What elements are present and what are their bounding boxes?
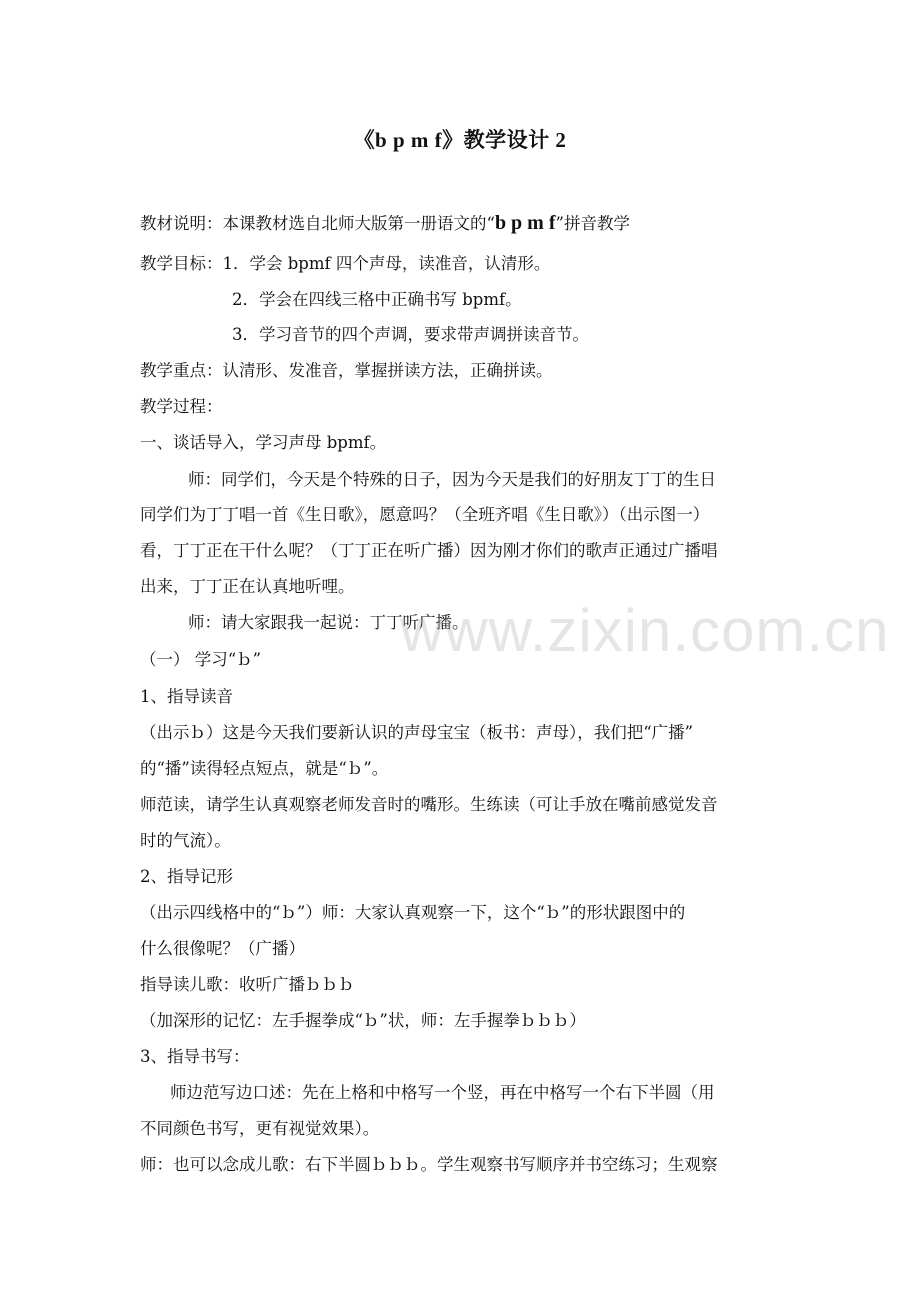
goal-line-2: 2．学会在四线三格中正确书写 bpmf。 (232, 290, 522, 309)
key-points: 教学重点：认清形、发准音，掌握拼读方法，正确拼读。 (140, 361, 553, 380)
material-intro (140, 213, 630, 234)
step3-line-2: 不同颜色书写，更有视觉效果）。 (140, 1119, 380, 1138)
step1-line-1: （出示ｂ）这是今天我们要新认识的声母宝宝（板书：声母），我们把“广播” (140, 723, 694, 742)
step3-line-3: 师：也可以念成儿歌：右下半圆ｂｂｂ。学生观察书写顺序并书空练习；生观察 (140, 1155, 718, 1174)
sub1-heading: （一） 学习“ｂ” (140, 650, 262, 669)
process-heading: 教学过程： (140, 397, 223, 416)
para1-line-2: 同学们为丁丁唱一首《生日歌》，愿意吗？（全班齐唱《生日歌》）（出示图一） (140, 505, 710, 524)
step1-line-4: 时的气流）。 (140, 831, 231, 850)
goal-line-3: 3．学习音节的四个声调，要求带声调拼读音节。 (232, 325, 589, 344)
material-intro-pinyin: b p m f (494, 212, 556, 234)
watermark-text: www.zixin.com.cn (400, 597, 890, 664)
section1-heading: 一、谈话导入，学习声母 bpmf。 (140, 433, 387, 452)
step1-heading: 1、指导读音 (140, 687, 233, 706)
material-intro-open-quote: “ (486, 214, 495, 233)
goal-line-1: 教学目标：1．学会 bpmf 四个声母，读准音，认清形。 (140, 254, 551, 273)
para1-line-3: 看，丁丁正在干什么呢？（丁丁正在听广播）因为刚才你们的歌声正通过广播唱 (140, 541, 718, 560)
para1-line-1: 师：同学们，今天是个特殊的日子，因为今天是我们的好朋友丁丁的生日 (188, 470, 716, 489)
material-intro-prefix: 教材说明：本课教材选自北师大版第一册语文的 (140, 214, 487, 233)
step3-line-1: 师边范写边口述：先在上格和中格写一个竖，再在中格写一个右下半圆（用 (170, 1083, 715, 1102)
step3-heading: 3、指导书写： (140, 1047, 250, 1066)
step2-line-2: 什么很像呢？（广播） (140, 939, 305, 958)
step2-line-1: （出示四线格中的“ｂ”）师：大家认真观察一下，这个“ｂ”的形状跟图中的 (140, 903, 686, 922)
step1-line-3: 师范读，请学生认真观察老师发音时的嘴形。生练读（可让手放在嘴前感觉发音 (140, 795, 718, 814)
step2-heading: 2、指导记形 (140, 867, 233, 886)
para2: 师：请大家跟我一起说：丁丁听广播。 (188, 613, 469, 632)
material-intro-close-quote: ” (555, 214, 564, 233)
step2-line-3: 指导读儿歌：收听广播ｂｂｂ (140, 975, 355, 994)
step2-line-4: （加深形的记忆：左手握拳成“ｂ”状，师：左手握拳ｂｂｂ） (140, 1011, 586, 1030)
step1-line-2: 的“播”读得轻点短点，就是“ｂ”。 (140, 759, 389, 778)
material-intro-suffix: 拼音教学 (563, 214, 630, 233)
para1-line-4: 出来，丁丁正在认真地听哩。 (140, 577, 355, 596)
document-title: 《b p m f》教学设计 2 (353, 128, 567, 152)
